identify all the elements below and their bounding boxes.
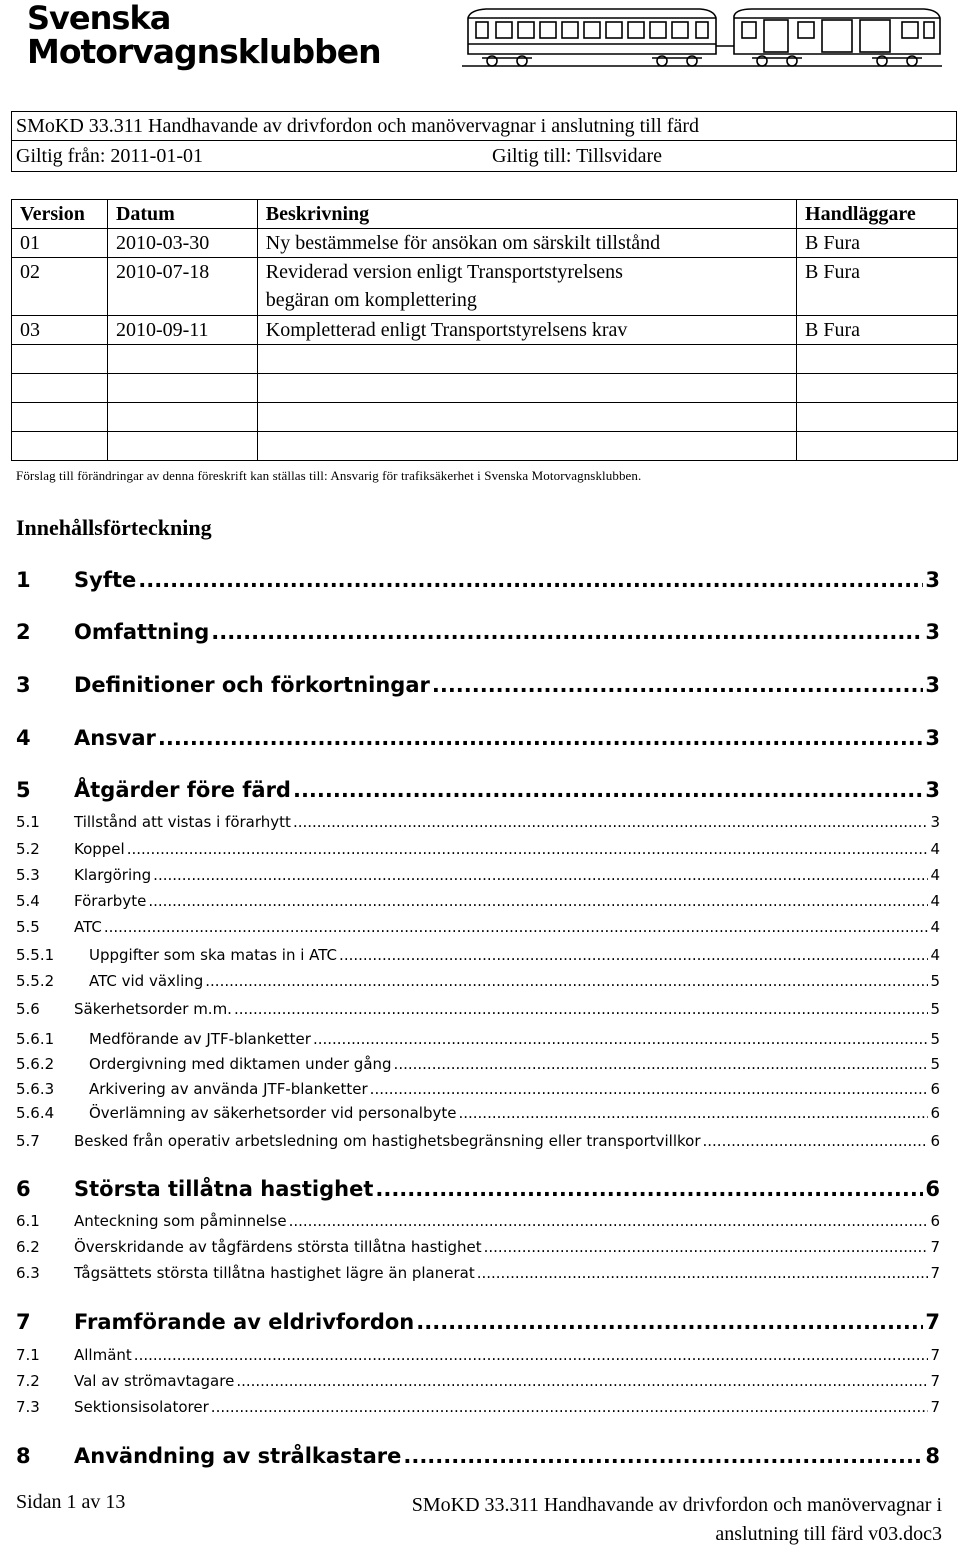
toc-entry-number: 5.6 bbox=[16, 1000, 40, 1018]
empty-cell bbox=[797, 374, 958, 403]
toc-entry-page: 7 bbox=[930, 1372, 940, 1390]
railcar-illustration bbox=[462, 4, 942, 68]
toc-leader-dots bbox=[375, 1177, 923, 1201]
toc-entry[interactable] bbox=[16, 1055, 940, 1073]
cell-description: Ny bestämmelse för ansökan om särskilt tillstånd bbox=[257, 229, 796, 258]
toc-entry[interactable] bbox=[16, 1030, 940, 1048]
toc-entry-page: 5 bbox=[930, 972, 940, 990]
toc-entry[interactable] bbox=[16, 1372, 940, 1390]
table-row-empty bbox=[12, 345, 958, 374]
cell-handler: B Fura bbox=[797, 258, 958, 316]
toc-entry-label: ATC vid växling bbox=[89, 972, 204, 990]
toc-entry-page: 6 bbox=[930, 1080, 940, 1098]
col-header-description: Beskrivning bbox=[257, 200, 796, 229]
toc-entry-label: Framförande av eldrivfordon bbox=[74, 1310, 415, 1334]
toc-entry-page: 5 bbox=[930, 1000, 940, 1018]
toc-leader-dots bbox=[127, 840, 929, 858]
toc-entry-page: 4 bbox=[930, 918, 940, 936]
toc-entry-label: Ordergivning med diktamen under gång bbox=[89, 1055, 392, 1073]
toc-entry[interactable] bbox=[16, 1310, 940, 1334]
toc-entry-number: 6 bbox=[16, 1177, 31, 1201]
toc-entry[interactable] bbox=[16, 813, 940, 831]
toc-entry-number: 2 bbox=[16, 620, 31, 644]
toc-leader-dots bbox=[138, 568, 923, 592]
document-meta-box bbox=[11, 111, 957, 172]
toc-entry-number: 5.3 bbox=[16, 866, 40, 884]
toc-entry-label: Säkerhetsorder m.m. bbox=[74, 1000, 232, 1018]
toc-leader-dots bbox=[153, 866, 928, 884]
toc-leader-dots bbox=[458, 1104, 928, 1122]
toc-entry[interactable] bbox=[16, 1212, 940, 1230]
cell-description-line-1: Reviderad version enligt Transportstyrelsens bbox=[265, 261, 623, 283]
toc-entry-page: 7 bbox=[930, 1346, 940, 1364]
toc-entry-number: 5.7 bbox=[16, 1132, 40, 1150]
toc-entry-number: 7.1 bbox=[16, 1346, 40, 1364]
toc-entry-page: 3 bbox=[925, 778, 940, 802]
toc-entry-label: ATC bbox=[74, 918, 102, 936]
col-header-handler: Handläggare bbox=[797, 200, 958, 229]
toc-entry[interactable] bbox=[16, 918, 940, 936]
empty-cell bbox=[797, 432, 958, 461]
toc-entry-label: Syfte bbox=[74, 568, 137, 592]
toc-entry-number: 4 bbox=[16, 726, 31, 750]
toc-entry-label: Överskridande av tågfärdens största tillåtna hastighet bbox=[74, 1238, 482, 1256]
toc-entry-label: Tillstånd att vistas i förarhytt bbox=[74, 813, 291, 831]
toc-entry[interactable] bbox=[16, 1000, 940, 1018]
toc-entry[interactable] bbox=[16, 946, 940, 964]
toc-leader-dots bbox=[416, 1310, 923, 1334]
toc-leader-dots bbox=[211, 1398, 929, 1416]
toc-entry-label: Uppgifter som ska matas in i ATC bbox=[89, 946, 338, 964]
toc-leader-dots bbox=[484, 1238, 929, 1256]
empty-cell bbox=[107, 403, 257, 432]
toc-entry-label: Omfattning bbox=[74, 620, 210, 644]
toc-entry-number: 5.5.1 bbox=[16, 946, 55, 964]
toc-leader-dots bbox=[236, 1372, 928, 1390]
empty-cell bbox=[12, 374, 108, 403]
toc-entry-number: 5.4 bbox=[16, 892, 40, 910]
toc-entry-number: 5.1 bbox=[16, 813, 40, 831]
toc-leader-dots bbox=[703, 1132, 929, 1150]
toc-entry-label: Sektionsisolatorer bbox=[74, 1398, 209, 1416]
toc-entry-number: 5.6.1 bbox=[16, 1030, 55, 1048]
toc-entry[interactable] bbox=[16, 892, 940, 910]
toc-entry-page: 3 bbox=[930, 813, 940, 831]
toc-entry-page: 4 bbox=[930, 892, 940, 910]
toc-entry-label: Koppel bbox=[74, 840, 125, 858]
toc-entry-page: 3 bbox=[925, 620, 940, 644]
toc-leader-dots bbox=[148, 892, 928, 910]
toc-entry[interactable] bbox=[16, 1398, 940, 1416]
empty-cell bbox=[797, 345, 958, 374]
toc-entry-page: 7 bbox=[925, 1310, 940, 1334]
valid-to: Giltig till: Tillsvidare bbox=[492, 145, 663, 167]
toc-entry-number: 3 bbox=[16, 673, 31, 697]
toc-leader-dots bbox=[432, 673, 924, 697]
toc-entry-page: 4 bbox=[930, 946, 940, 964]
toc-entry-number: 5 bbox=[16, 778, 31, 802]
empty-cell bbox=[107, 345, 257, 374]
cell-version: 02 bbox=[12, 258, 108, 316]
toc-entry-page: 6 bbox=[925, 1177, 940, 1201]
table-row-empty bbox=[12, 432, 958, 461]
cell-date: 2010-03-30 bbox=[107, 229, 257, 258]
empty-cell bbox=[12, 432, 108, 461]
empty-cell bbox=[257, 345, 796, 374]
toc-leader-dots bbox=[211, 620, 923, 644]
toc-entry-number: 7.2 bbox=[16, 1372, 40, 1390]
toc-entry-page: 7 bbox=[930, 1264, 940, 1282]
toc-leader-dots bbox=[403, 1444, 923, 1468]
toc-entry-number: 5.5 bbox=[16, 918, 40, 936]
toc-leader-dots bbox=[158, 726, 923, 750]
toc-entry-number: 5.5.2 bbox=[16, 972, 55, 990]
col-header-version: Version bbox=[12, 200, 108, 229]
footer-doc-line-2: anslutning till färd v03.doc3 bbox=[715, 1523, 942, 1545]
toc-entry-number: 6.1 bbox=[16, 1212, 40, 1230]
version-history-table bbox=[11, 199, 958, 461]
toc-leader-dots bbox=[370, 1080, 929, 1098]
toc-entry[interactable] bbox=[16, 840, 940, 858]
footer-doc-line-1: SMoKD 33.311 Handhavande av drivfordon och manövervagnar i bbox=[411, 1494, 942, 1516]
cell-handler: B Fura bbox=[797, 229, 958, 258]
toc-entry[interactable] bbox=[16, 778, 940, 802]
logo-line-2: Motorvagnsklubben bbox=[27, 32, 381, 71]
cell-version: 01 bbox=[12, 229, 108, 258]
toc-entry-number: 5.6.3 bbox=[16, 1080, 55, 1098]
toc-leader-dots bbox=[293, 813, 929, 831]
toc-entry-page: 4 bbox=[930, 866, 940, 884]
toc-entry[interactable] bbox=[16, 1238, 940, 1256]
empty-cell bbox=[257, 403, 796, 432]
toc-leader-dots bbox=[313, 1030, 929, 1048]
toc-entry-page: 6 bbox=[930, 1212, 940, 1230]
toc-entry[interactable] bbox=[16, 620, 940, 644]
toc-entry-label: Förarbyte bbox=[74, 892, 147, 910]
toc-entry[interactable] bbox=[16, 1264, 940, 1282]
toc-entry-label: Medförande av JTF-blanketter bbox=[89, 1030, 311, 1048]
toc-leader-dots bbox=[234, 1000, 928, 1018]
toc-entry-page: 6 bbox=[930, 1104, 940, 1122]
toc-leader-dots bbox=[339, 946, 928, 964]
footer-document-name bbox=[412, 1491, 942, 1549]
toc-entry-label: Definitioner och förkortningar bbox=[74, 673, 430, 697]
empty-cell bbox=[12, 345, 108, 374]
toc-entry-label: Allmänt bbox=[74, 1346, 132, 1364]
document-title: SMoKD 33.311 Handhavande av drivfordon och manövervagnar i anslutning till färd bbox=[12, 112, 956, 141]
toc-entry-number: 7 bbox=[16, 1310, 31, 1334]
toc-entry-number: 1 bbox=[16, 568, 31, 592]
cell-handler: B Fura bbox=[797, 316, 958, 345]
cell-date: 2010-07-18 bbox=[107, 258, 257, 316]
toc-entry-page: 8 bbox=[925, 1444, 940, 1468]
table-row bbox=[12, 316, 958, 345]
toc-entry-label: Arkivering av använda JTF-blanketter bbox=[89, 1080, 368, 1098]
valid-from: Giltig från: 2011-01-01 bbox=[16, 145, 204, 167]
toc-entry-number: 6.3 bbox=[16, 1264, 40, 1282]
toc-entry-number: 6.2 bbox=[16, 1238, 40, 1256]
empty-cell bbox=[257, 374, 796, 403]
cell-description bbox=[257, 258, 796, 316]
toc-entry-number: 5.6.4 bbox=[16, 1104, 55, 1122]
cell-version: 03 bbox=[12, 316, 108, 345]
toc-entry[interactable] bbox=[16, 1177, 940, 1201]
toc-entry[interactable] bbox=[16, 1132, 940, 1150]
table-row-empty bbox=[12, 374, 958, 403]
toc-entry-page: 3 bbox=[925, 568, 940, 592]
toc-entry-number: 5.6.2 bbox=[16, 1055, 55, 1073]
toc-entry-label: Användning av strålkastare bbox=[74, 1444, 402, 1468]
toc-entry[interactable] bbox=[16, 972, 940, 990]
toc-entry-number: 8 bbox=[16, 1444, 31, 1468]
page-number: Sidan 1 av 13 bbox=[16, 1491, 126, 1513]
toc-leader-dots bbox=[394, 1055, 929, 1073]
toc-entry-label: Val av strömavtagare bbox=[74, 1372, 235, 1390]
cell-description: Kompletterad enligt Transportstyrelsens krav bbox=[257, 316, 796, 345]
toc-entry-label: Största tillåtna hastighet bbox=[74, 1177, 374, 1201]
toc-leader-dots bbox=[104, 918, 929, 936]
toc-entry-label: Åtgärder före färd bbox=[74, 778, 291, 802]
toc-entry-label: Anteckning som påminnelse bbox=[74, 1212, 287, 1230]
toc-entry[interactable] bbox=[16, 568, 940, 592]
toc-leader-dots bbox=[477, 1264, 929, 1282]
col-header-date: Datum bbox=[107, 200, 257, 229]
empty-cell bbox=[12, 403, 108, 432]
toc-entry[interactable] bbox=[16, 1104, 940, 1122]
toc-entry[interactable] bbox=[16, 1080, 940, 1098]
toc-entry-label: Överlämning av säkerhetsorder vid personalbyte bbox=[89, 1104, 457, 1122]
toc-entry-page: 3 bbox=[925, 726, 940, 750]
empty-cell bbox=[107, 374, 257, 403]
empty-cell bbox=[257, 432, 796, 461]
toc-entry[interactable] bbox=[16, 673, 940, 697]
cell-description-line-2: begäran om komplettering bbox=[265, 289, 477, 311]
change-suggestion-note: Förslag till förändringar av denna föreskrift kan ställas till: Ansvarig för trafiksäkerhet i Svenska Motorvagnsklubben. bbox=[16, 468, 642, 483]
toc-entry-page: 7 bbox=[930, 1398, 940, 1416]
toc-entry-page: 5 bbox=[930, 1030, 940, 1048]
toc-entry[interactable] bbox=[16, 1346, 940, 1364]
empty-cell bbox=[797, 403, 958, 432]
toc-leader-dots bbox=[293, 778, 923, 802]
toc-title: Innehållsförteckning bbox=[16, 515, 212, 540]
toc-leader-dots bbox=[134, 1346, 929, 1364]
table-row-empty bbox=[12, 403, 958, 432]
cell-date: 2010-09-11 bbox=[107, 316, 257, 345]
toc-entry-page: 6 bbox=[930, 1132, 940, 1150]
toc-entry-page: 4 bbox=[930, 840, 940, 858]
table-row bbox=[12, 229, 958, 258]
toc-entry[interactable] bbox=[16, 866, 940, 884]
table-row bbox=[12, 258, 958, 316]
table-header-row bbox=[12, 200, 958, 229]
toc-entry-page: 5 bbox=[930, 1055, 940, 1073]
validity-row bbox=[12, 141, 956, 171]
toc-leader-dots bbox=[205, 972, 928, 990]
toc-entry-label: Besked från operativ arbetsledning om hastighetsbegränsning eller transportvillkor bbox=[74, 1132, 701, 1150]
toc-entry-label: Klargöring bbox=[74, 866, 152, 884]
toc-leader-dots bbox=[289, 1212, 929, 1230]
toc-entry-number: 7.3 bbox=[16, 1398, 40, 1416]
toc-entry-label: Ansvar bbox=[74, 726, 156, 750]
logo-line-1: Svenska bbox=[27, 0, 171, 37]
toc-entry-label: Tågsättets största tillåtna hastighet lägre än planerat bbox=[74, 1264, 475, 1282]
toc-entry-page: 7 bbox=[930, 1238, 940, 1256]
toc-entry-page: 3 bbox=[925, 673, 940, 697]
toc-entry-number: 5.2 bbox=[16, 840, 40, 858]
toc-entry[interactable] bbox=[16, 726, 940, 750]
empty-cell bbox=[107, 432, 257, 461]
toc-entry[interactable] bbox=[16, 1444, 940, 1468]
